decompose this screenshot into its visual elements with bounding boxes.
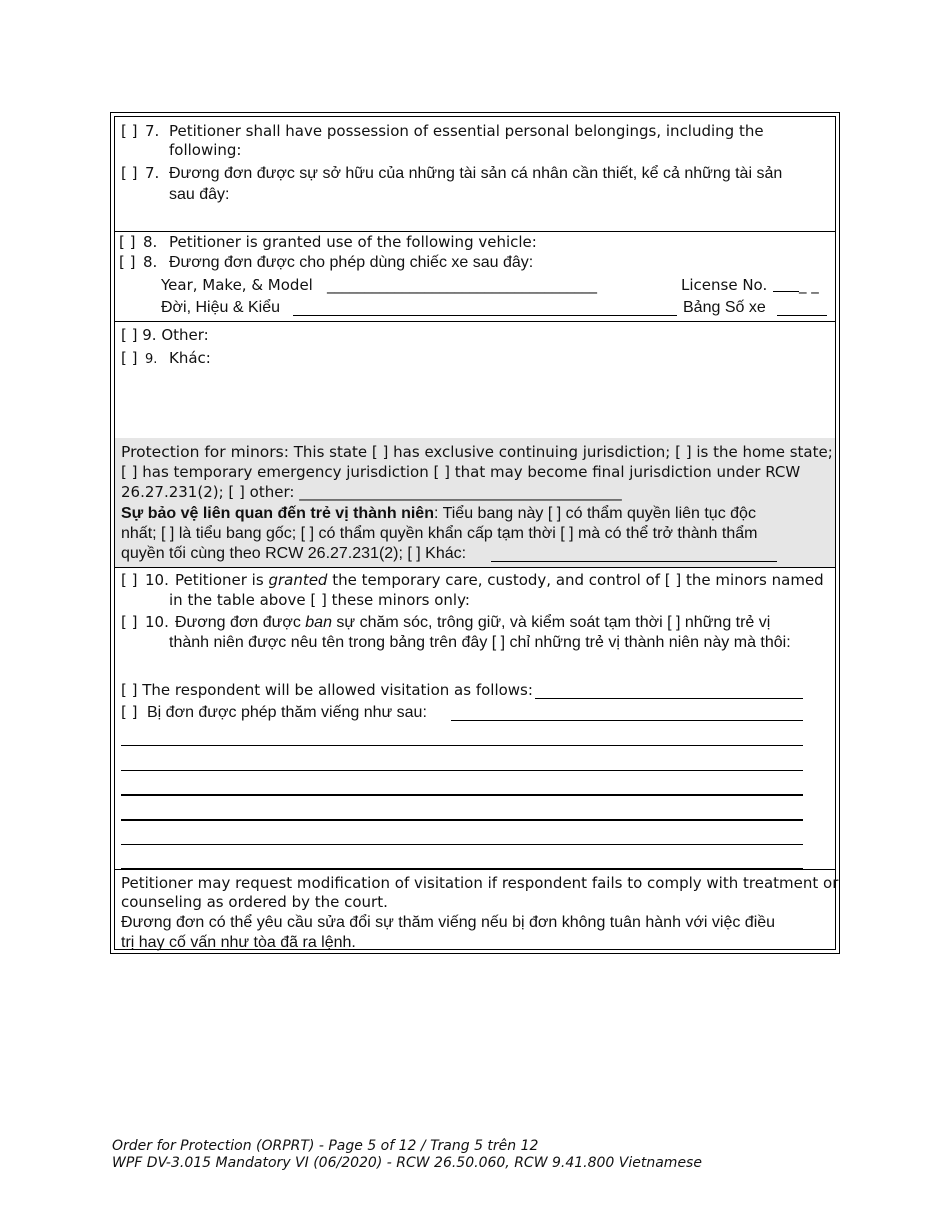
- item7-en-number: 7.: [145, 122, 160, 140]
- item10-vi-line2: thành niên được nêu tên trong bảng trên đây [ ] chỉ những trẻ vị thành niên này mà thôi:: [169, 634, 791, 651]
- page-footer: [112, 1138, 702, 1172]
- visitation-line-1[interactable]: [121, 745, 803, 746]
- visitation-line-4[interactable]: [121, 819, 803, 821]
- minors-vi-line1: [121, 504, 756, 523]
- year-make-model-dashes: ____________________________________: [327, 276, 597, 294]
- minors-vi-line1-text: : Tiểu bang này [ ] có thẩm quyền liên tục độc: [433, 505, 756, 522]
- form-inner-border: [114, 116, 839, 951]
- item10-en-em: granted: [268, 571, 328, 589]
- modification-vi-line2: trị hay cố vấn như tòa đã ra lệnh.: [121, 934, 356, 951]
- item9-vi-checkbox[interactable]: [ ]: [121, 349, 138, 367]
- bang-so-xe-field[interactable]: [777, 315, 827, 316]
- item8-en-number: 8.: [143, 233, 158, 251]
- item7-en-line1: Petitioner shall have possession of essential personal belongings, including the: [169, 122, 764, 140]
- item8-en-text: Petitioner is granted use of the following vehicle:: [169, 233, 537, 251]
- visitation-en-field[interactable]: [535, 698, 803, 699]
- item9-vi-number: 9.: [145, 352, 158, 367]
- year-make-model-label: Year, Make, & Model: [161, 276, 313, 294]
- minors-vi-label: Sự bảo vệ liên quan đến trẻ vị thành niên: [121, 505, 434, 522]
- item8-vi-number: 8.: [143, 253, 158, 271]
- section-item-7: [115, 117, 835, 232]
- minors-en-other-dashes[interactable]: ___________________________________________: [299, 483, 622, 501]
- minors-en-label: Protection for minors:: [121, 443, 289, 461]
- visitation-vi-label: Bị đơn được phép thăm viếng như sau:: [147, 704, 427, 721]
- modification-en-line2: counseling as ordered by the court.: [121, 893, 388, 911]
- item7-vi-line1: Đương đơn được sự sở hữu của những tài sản cá nhân cần thiết, kể cả những tài sản: [169, 165, 783, 182]
- minors-en-line3-text: 26.27.231(2); [ ] other:: [121, 483, 295, 501]
- item7-vi-line2: sau đây:: [169, 186, 230, 203]
- item10-vi-post: sự chăm sóc, trông giữ, và kiểm soát tạm thời [ ] những trẻ vị: [331, 614, 771, 631]
- item8-vi-text: Đương đơn được cho phép dùng chiếc xe sau đây:: [169, 254, 534, 271]
- minors-en-line2: [ ] has temporary emergency jurisdiction [ ] that may become final jurisdiction under RCW: [121, 463, 801, 481]
- section-item-8: [115, 231, 835, 322]
- modification-en-line1: Petitioner may request modification of visitation if respondent fails to comply with treatment or: [121, 874, 839, 892]
- license-no-underline[interactable]: [773, 291, 799, 292]
- modification-vi-line1: Đương đơn có thể yêu cầu sửa đổi sự thăm viếng nếu bị đơn không tuân hành với việc điều: [121, 914, 776, 931]
- order-form-box: [110, 112, 840, 954]
- item7-vi-number: 7.: [145, 164, 160, 182]
- visitation-vi-field[interactable]: [451, 720, 803, 721]
- section-item-9: [115, 321, 835, 439]
- item10-en-pre: Petitioner is: [175, 571, 269, 589]
- minors-en-line1-text: This state [ ] has exclusive continuing jurisdiction; [ ] is the home state;: [288, 443, 833, 461]
- visitation-en-label: [ ] The respondent will be allowed visitation as follows:: [121, 681, 533, 699]
- item10-vi-checkbox[interactable]: [ ]: [121, 613, 138, 631]
- item10-en-line2: in the table above [ ] these minors only:: [169, 591, 470, 609]
- item7-en-checkbox[interactable]: [ ]: [121, 122, 138, 140]
- minors-vi-other-field[interactable]: [491, 561, 777, 562]
- section-item-10: [115, 567, 835, 870]
- item10-en-checkbox[interactable]: [ ]: [121, 571, 138, 589]
- minors-vi-line3: quyền tối cùng theo RCW 26.27.231(2); [ ] Khác:: [121, 545, 467, 562]
- doi-hieu-kieu-field[interactable]: [293, 315, 677, 316]
- visitation-vi-checkbox[interactable]: [ ]: [121, 703, 138, 721]
- section-modification-note: [115, 869, 839, 951]
- doi-hieu-kieu-label: Đời, Hiệu & Kiểu: [161, 299, 280, 316]
- minors-vi-line2: nhất; [ ] là tiểu bang gốc; [ ] có thẩm quyền khẩn cấp tạm thời [ ] mà có thể trở thành thẩm: [121, 525, 758, 542]
- item8-en-checkbox[interactable]: [ ]: [119, 233, 136, 251]
- footer-line-2: WPF DV-3.015 Mandatory VI (06/2020) - RCW 26.50.060, RCW 9.41.800 Vietnamese: [112, 1155, 702, 1171]
- section-protection-minors: [115, 438, 835, 568]
- item10-vi-em: ban: [305, 614, 332, 631]
- license-no-label: License No.: [681, 276, 768, 294]
- item10-en-post: the temporary care, custody, and control of [ ] the minors named: [327, 571, 824, 589]
- visitation-line-2[interactable]: [121, 770, 803, 771]
- visitation-line-3[interactable]: [121, 794, 803, 796]
- item10-vi-line1: [175, 613, 770, 632]
- item9-en-text: [ ] 9. Other:: [121, 326, 209, 344]
- visitation-line-5[interactable]: [121, 844, 803, 845]
- minors-en-line1: [121, 443, 833, 462]
- item7-en-line2: following:: [169, 141, 242, 159]
- item10-en-line1: [175, 571, 824, 590]
- bang-so-xe-label: Bảng Số xe: [683, 299, 766, 316]
- item8-vi-checkbox[interactable]: [ ]: [119, 253, 136, 271]
- item10-vi-number: 10.: [145, 613, 169, 631]
- item7-vi-checkbox[interactable]: [ ]: [121, 164, 138, 182]
- item10-vi-pre: Đương đơn được: [175, 614, 306, 631]
- footer-line-1: Order for Protection (ORPRT) - Page 5 of 12 / Trang 5 trên 12: [112, 1138, 539, 1154]
- license-no-dashes: _ _: [799, 276, 819, 294]
- item10-en-number: 10.: [145, 571, 169, 589]
- minors-en-line3: [121, 483, 622, 502]
- item9-vi-text: Khác:: [169, 349, 211, 367]
